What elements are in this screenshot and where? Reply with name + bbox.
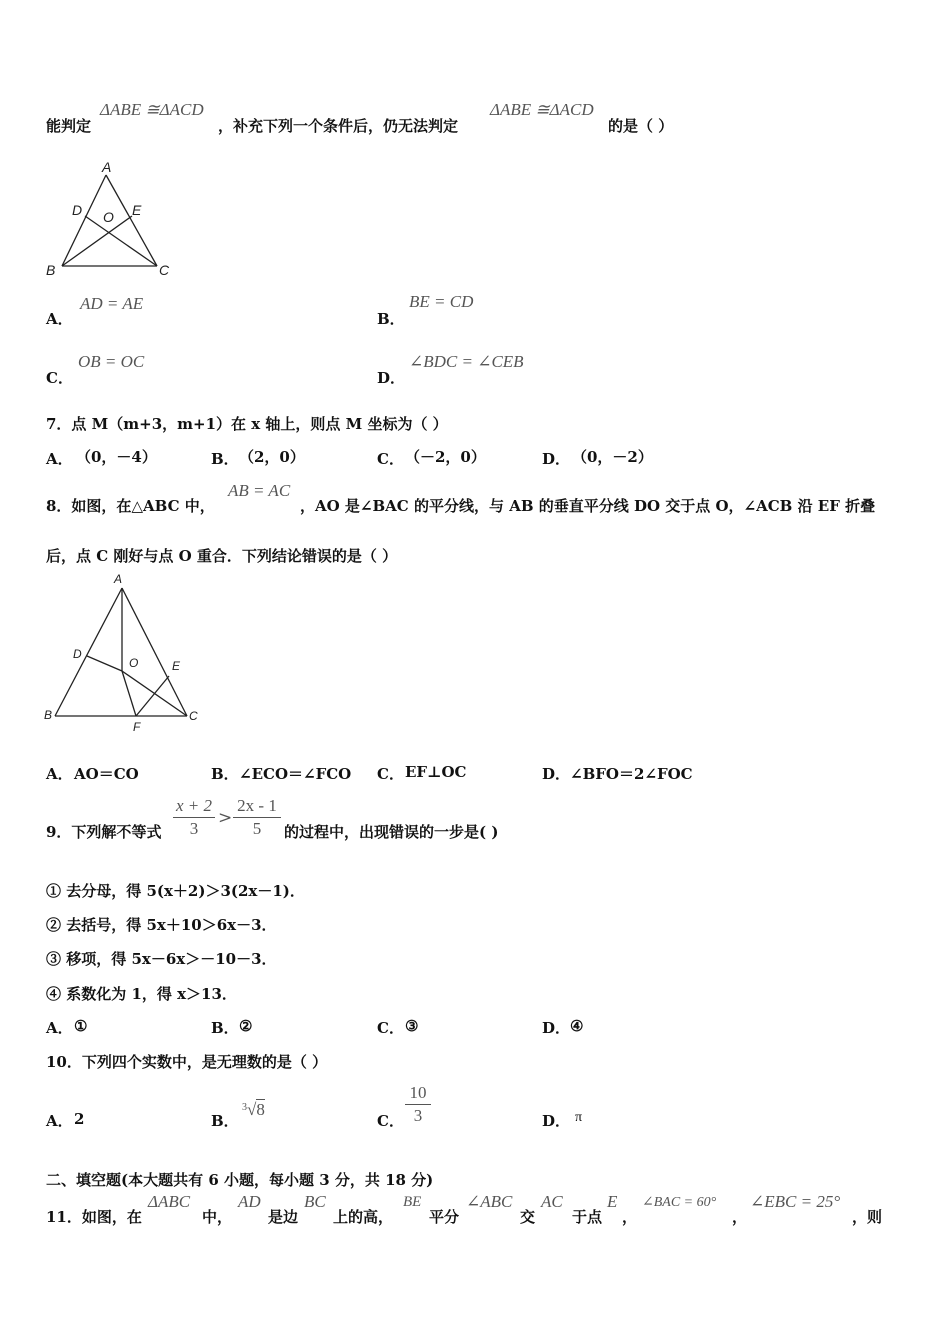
q10-option-b-letter: B． [211, 1112, 239, 1130]
q9-option-a-letter: A． [46, 1019, 73, 1037]
q11-e: E [607, 1192, 618, 1211]
q9-frac2-denominator: 5 [252, 819, 262, 838]
q8-option-c-letter: C． [377, 765, 404, 783]
q11-text-4: 平分 [429, 1208, 460, 1226]
q6-label-d: D [72, 202, 83, 218]
q10-root-radicand: 8 [256, 1100, 265, 1119]
q7-option-c-text: （－2，0） [405, 448, 486, 466]
q6-label-b: B [46, 262, 56, 278]
q6-option-d-letter: D． [377, 369, 406, 387]
q6-label-c: C [159, 262, 170, 278]
q11-text-3: 上的高， [333, 1208, 394, 1226]
q9-greater-than: > [218, 808, 233, 828]
q8-option-b-text: ∠ECO＝∠FCO [239, 765, 352, 783]
q9-option-a-text: ① [74, 1017, 88, 1035]
q6-label-a: A [102, 159, 112, 175]
q11-comma-2: ， [732, 1208, 748, 1226]
q6-label-e: E [132, 202, 142, 218]
q6-option-a-expr: AD = AE [80, 294, 144, 313]
q10-stem: 10．下列四个实数中，是无理数的是（ ） [46, 1053, 328, 1071]
q9-stem-rest: 的过程中，出现错误的一步是( ) [284, 823, 499, 841]
q7-option-b-text: （2，0） [239, 448, 305, 466]
q6-option-d-expr: ∠BDC = ∠CEB [409, 352, 524, 371]
q8-option-a-letter: A． [46, 765, 73, 783]
q8-label-o: O [129, 656, 139, 670]
q11-triangle: ΔABC [148, 1192, 191, 1211]
q11-angle-ebc: ∠EBC = 25° [750, 1192, 841, 1211]
q8-expr: AB = AC [228, 481, 291, 500]
q11-ac: AC [541, 1192, 563, 1211]
q8-label-a: A [114, 572, 123, 586]
q8-label-c: C [189, 709, 198, 723]
q11-number: 11．如图，在 [46, 1208, 142, 1226]
q10-option-a-text: 2 [74, 1110, 85, 1128]
q7-option-a-letter: A． [46, 450, 73, 468]
q9-option-c-text: ③ [405, 1017, 419, 1035]
q9-frac1-denominator: 3 [189, 819, 199, 838]
q9-step-2: ② 去括号，得 5x＋10＞6x－3． [46, 916, 277, 934]
q11-bc: BC [304, 1192, 326, 1211]
q6-congruence-1: ΔABE ≅ΔACD [100, 100, 204, 119]
q7-option-a-text: （0，－4） [76, 448, 157, 466]
q8-stem-line2: 后，点 C 刚好与点 O 重合．下列结论错误的是（ ） [46, 547, 398, 565]
q11-text-7: ，则 [852, 1208, 883, 1226]
q9-step-4: ④ 系数化为 1，得 x＞13． [46, 985, 237, 1003]
q10-option-b-cube-root: $^3$√8 [242, 1100, 265, 1119]
q8-option-b-letter: B． [211, 765, 239, 783]
q8-label-b: B [44, 708, 53, 722]
q10-option-d-letter: D． [542, 1112, 571, 1130]
q7-option-c-letter: C． [377, 450, 404, 468]
q7-option-b-letter: B． [211, 450, 239, 468]
q6-option-c-expr: OB = OC [78, 352, 145, 371]
q10-option-c-letter: C． [377, 1112, 404, 1130]
q9-frac1-numerator: x + 2 [175, 796, 213, 815]
q10-frac-numerator: 10 [409, 1083, 427, 1102]
q7-option-d-text: （0，－2） [572, 448, 653, 466]
q6-option-b-expr: BE = CD [409, 292, 474, 311]
q11-text-6: 于点 [572, 1208, 603, 1226]
q8-label-e: E [172, 659, 181, 673]
q6-intro-a: 能判定 [46, 117, 92, 135]
q9-frac2-numerator: 2x - 1 [237, 796, 277, 815]
q8-label-d: D [73, 647, 82, 661]
q6-option-b-letter: B． [377, 310, 405, 328]
q9-option-c-letter: C． [377, 1019, 404, 1037]
q9-option-b-text: ② [239, 1017, 253, 1035]
q6-intro-b: ，补充下列一个条件后，仍无法判定 [218, 117, 459, 135]
q6-label-o: O [103, 209, 114, 225]
q11-be: BE [403, 1194, 422, 1210]
q8-stem-rest: ，AO 是∠BAC 的平分线，与 AB 的垂直平分线 DO 交于点 O，∠ACB 沿 EF 折叠 [300, 497, 876, 515]
q10-frac-denominator: 3 [413, 1106, 423, 1125]
q11-angle-abc: ∠ABC [466, 1192, 513, 1211]
q9-option-d-text: ④ [570, 1017, 584, 1035]
q8-option-d-letter: D． [542, 765, 571, 783]
q8-number: 8．如图，在△ABC 中， [46, 497, 215, 515]
q11-text-1: 中， [202, 1208, 233, 1226]
q6-option-c-letter: C． [46, 369, 73, 387]
q9-number: 9．下列解不等式 [46, 823, 162, 841]
q8-option-a-text: AO＝CO [74, 765, 139, 783]
q8-option-d-text: ∠BFO＝2∠FOC [570, 765, 693, 783]
q11-text-5: 交 [520, 1208, 536, 1226]
section-2-title: 二、填空题(本大题共有 6 小题，每小题 3 分，共 18 分) [46, 1171, 434, 1189]
q9-step-3: ③ 移项，得 5x－6x＞－10－3． [46, 950, 277, 968]
q6-congruence-2: ΔABE ≅ΔACD [490, 100, 594, 119]
q8-option-c-text: EF⊥OC [405, 763, 467, 781]
q7-option-d-letter: D． [542, 450, 571, 468]
q9-option-d-letter: D． [542, 1019, 571, 1037]
q7-stem: 7．点 M（m+3，m+1）在 x 轴上，则点 M 坐标为（ ） [46, 415, 448, 433]
q8-triangle-figure [38, 570, 208, 740]
q10-option-c-fraction [405, 1083, 431, 1126]
q9-option-b-letter: B． [211, 1019, 239, 1037]
q10-option-a-letter: A． [46, 1112, 73, 1130]
q6-intro-c: 的是（ ） [608, 117, 674, 135]
q9-fraction-1 [173, 796, 215, 839]
q10-option-d-text: π [575, 1110, 583, 1125]
q11-ad: AD [238, 1192, 261, 1211]
q8-label-f: F [133, 720, 141, 734]
q9-fraction-2 [233, 796, 281, 839]
q9-step-1: ① 去分母，得 5(x＋2)＞3(2x－1)． [46, 882, 305, 900]
q11-angle-bac: ∠BAC = 60° [642, 1195, 717, 1210]
q11-text-2: 是边 [268, 1208, 299, 1226]
q6-option-a-letter: A． [46, 310, 73, 328]
q10-root-index: 3 [242, 1102, 247, 1113]
q6-triangle-figure [40, 155, 180, 280]
q11-comma-1: ， [622, 1208, 638, 1226]
